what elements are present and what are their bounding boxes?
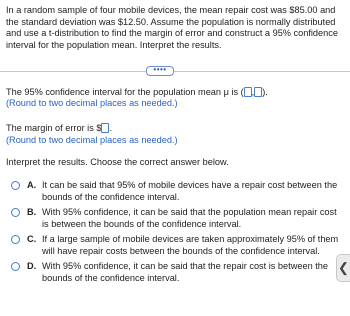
margin-suffix: . [109,123,113,133]
margin-question [6,123,112,135]
margin-hint: (Round to two decimal places as needed.) [6,135,178,145]
more-button[interactable]: •••• [146,66,174,76]
option-letter: A. [27,180,37,190]
ci-prefix: The 95% confidence interval for the population mean μ is ( [6,87,244,97]
radio-icon[interactable] [11,208,20,217]
problem-statement: In a random sample of four mobile devices, the mean repair cost was $85.00 and the standard deviation was $12.50. Assume the population is normally distributed and use a t-distribution to find the margin of error and construct a 95% confidence interval for the population mean. Interpret the results. [6,5,338,50]
option-letter: D. [27,261,37,271]
radio-icon[interactable] [11,235,20,244]
ci-suffix: ). [262,87,268,97]
option-text: With 95% confidence, it can be said that the repair cost is between the bounds of the confidence interval. [42,261,328,283]
option-text: If a large sample of mobile devices are taken approximately 95% of them will have repair costs between the bounds of the confidence interval. [42,234,339,256]
margin-prefix: The margin of error is $ [6,123,102,133]
ci-hint: (Round to two decimal places as needed.) [6,98,178,108]
option-text: It can be said that 95% of mobile devices have a repair cost between the bounds of the confidence interval. [42,180,338,202]
option-text: With 95% confidence, it can be said that the population mean repair cost is between the bounds of the confidence interval. [42,207,337,229]
option-letter: C. [27,234,37,244]
ci-lower-input[interactable] [244,87,252,97]
side-panel-tab[interactable] [336,254,350,282]
chevron-left-icon: ❮ [338,260,349,275]
ci-question [6,87,268,99]
divider-line [0,71,350,72]
section-divider [0,66,350,78]
ci-separator: , [251,87,255,97]
radio-icon[interactable] [11,181,20,190]
radio-icon[interactable] [11,262,20,271]
option-letter: B. [27,207,37,217]
interpret-prompt: Interpret the results. Choose the correct answer below. [6,157,229,167]
